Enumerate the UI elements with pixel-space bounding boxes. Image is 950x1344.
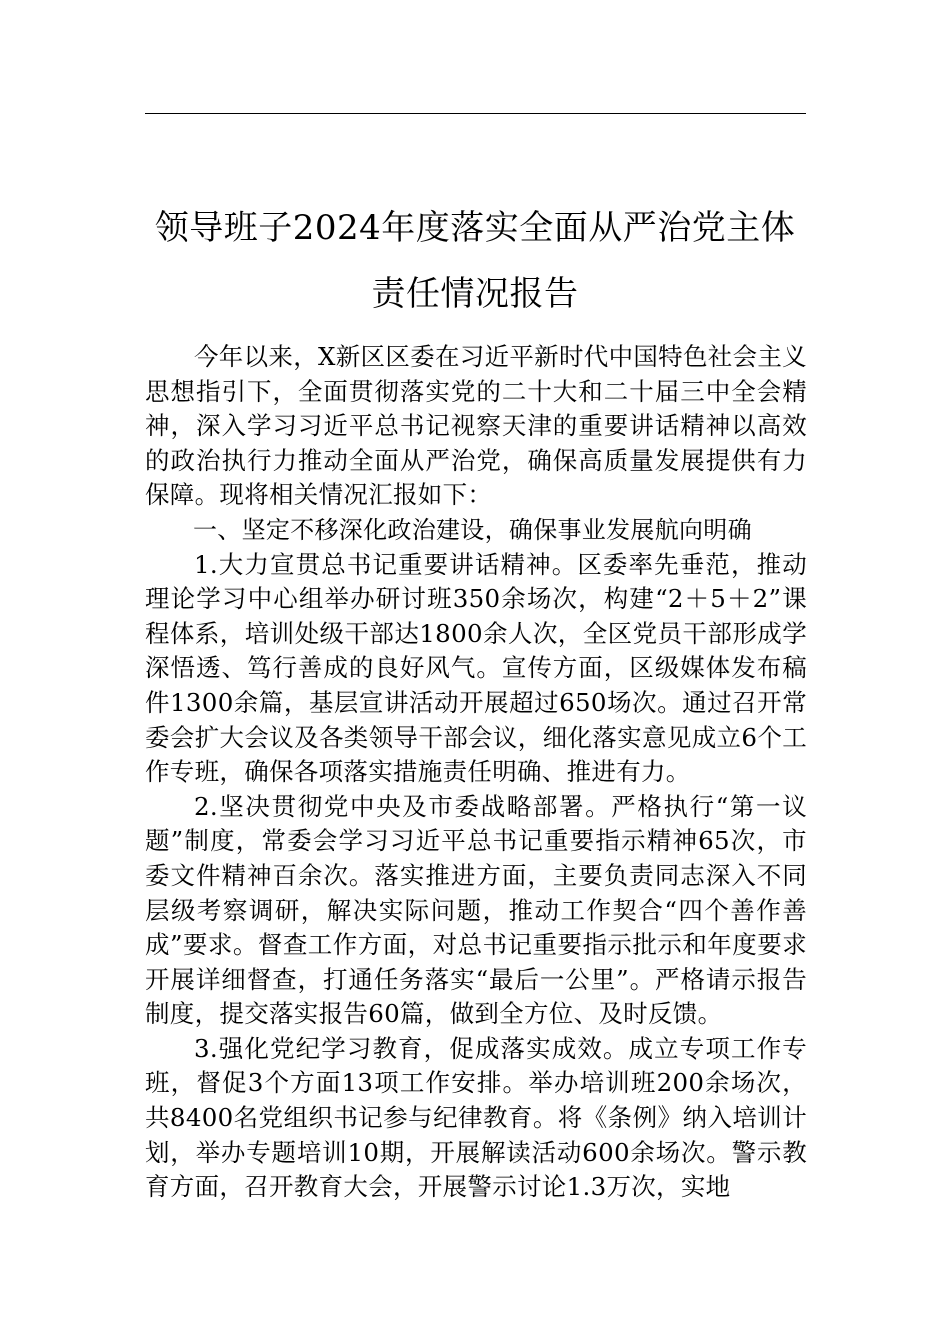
paragraph-item-2: 2.坚决贯彻党中央及市委战略部署。严格执行“第一议题”制度，常委会学习习近平总书记重要指示精神65次，市委文件精神百余次。落实推进方面，主要负责同志深入不同层级考察调研，解决实际问题，推动工作契合“四个善作善成”要求。督查工作方面，对总书记重要指示批示和年度要求开展详细督查，打通任务落实“最后一公里”。严格请示报告制度，提交落实报告60篇，做到全方位、及时反馈。 <box>145 791 807 1029</box>
paragraph-item-3: 3.强化党纪学习教育，促成落实成效。成立专项工作专班，督促3个方面13项工作安排。举办培训班200余场次，共8400名党组织书记参与纪律教育。将《条例》纳入培训计划，举办专题培训10期，开展解读活动600余场次。警示教育方面，召开教育大会，开展警示讨论1.3万次，实地 <box>145 1033 807 1202</box>
title-line-1: 领导班子2024年度落实全面从严治党主体 <box>154 207 796 248</box>
section-heading-1: 一、坚定不移深化政治建设，确保事业发展航向明确 <box>193 515 752 544</box>
header-rule <box>145 113 806 114</box>
title-line-2: 责任情况报告 <box>371 273 579 314</box>
paragraph-item-1: 1.大力宣贯总书记重要讲话精神。区委率先垂范，推动理论学习中心组举办研讨班350余场次，构建“2＋5＋2”课程体系，培训处级干部达1800余人次，全区党员干部形成学深悟透、笃行善成的良好风气。宣传方面，区级媒体发布稿件1300余篇，基层宣讲活动开展超过650场次。通过召开常委会扩大会议及各类领导干部会议，细化落实意见成立6个工作专班，确保各项落实措施责任明确、推进有力。 <box>145 549 807 787</box>
intro-paragraph: 今年以来，X新区区委在习近平新时代中国特色社会主义思想指引下，全面贯彻落实党的二十大和二十届三中全会精神，深入学习习近平总书记视察天津的重要讲话精神以高效的政治执行力推动全面从严治党，确保高质量发展提供有力保障。现将相关情况汇报如下： <box>145 342 807 510</box>
document-title <box>120 195 830 327</box>
document-body <box>145 340 807 1205</box>
